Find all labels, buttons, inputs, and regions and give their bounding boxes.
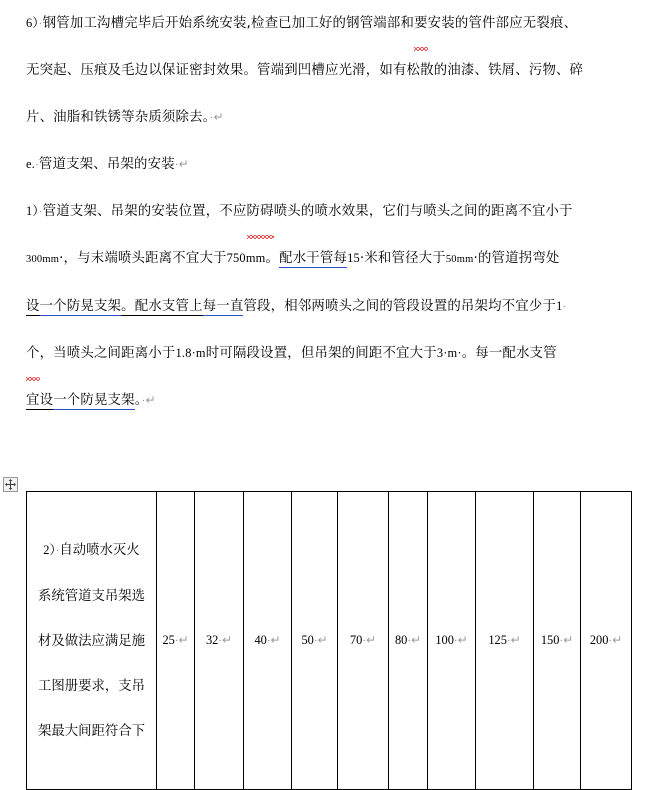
- space-mark: ·: [35, 159, 39, 171]
- unit-m: ·m: [191, 346, 206, 360]
- line-break-mark: ↵: [222, 633, 233, 647]
- space-mark: ·: [506, 635, 511, 647]
- line-break-mark: ↵: [510, 633, 521, 647]
- paragraph-punct: 。: [265, 251, 280, 266]
- table-cell-value-80[interactable]: [389, 492, 428, 790]
- table-cell-value-100[interactable]: [428, 492, 476, 790]
- space-mark: ·: [38, 206, 43, 218]
- space-mark: ·: [453, 635, 458, 647]
- space-mark: ·: [559, 635, 564, 647]
- paragraph-text: 管道支架、吊架的安装位置，不应: [42, 204, 247, 219]
- hyperlink-text[interactable]: 配水干管每: [279, 251, 348, 266]
- paragraph-1-line-2: [0, 235, 645, 283]
- line-break-mark: ↵: [178, 157, 189, 171]
- space-mark-2: ·: [174, 159, 179, 171]
- value-text: 32: [205, 633, 219, 647]
- table-cell-value-25[interactable]: [157, 492, 195, 790]
- line-break-mark: ↵: [366, 633, 377, 647]
- space-mark: ·: [313, 635, 318, 647]
- paragraph-text: 。配水支管上: [121, 299, 203, 314]
- paragraph-text: ，当喷头之间距离小于: [39, 346, 176, 361]
- line-break-mark: ↵: [411, 633, 422, 647]
- paragraph-punct: 。: [134, 393, 142, 408]
- paragraph-text-cont: 时可隔段设置，但吊架的间距不宜大于: [205, 346, 437, 361]
- value-3: 3: [436, 346, 444, 360]
- paragraph-text: 片、油脂和铁锈等杂质须除去。: [26, 110, 210, 125]
- line-break-mark: ↵: [317, 633, 328, 647]
- table-cell-value-150[interactable]: [534, 492, 581, 790]
- spec-table-wrapper: [26, 491, 623, 790]
- paragraph-1-line-5: [0, 377, 645, 424]
- underlined-text: 设: [26, 299, 40, 314]
- value-text: 150: [540, 633, 560, 647]
- space-mark: ·: [266, 635, 271, 647]
- table-cell-value-125[interactable]: [476, 492, 534, 790]
- description-line-4: 架最大间距符合下: [37, 723, 146, 739]
- paragraph-1-line-1: [0, 188, 645, 235]
- heading-number: e.: [26, 157, 35, 171]
- paragraph-1-line-4: [0, 330, 645, 377]
- paragraph-6-line-3: [0, 94, 645, 141]
- line-break-mark: ↵: [563, 633, 574, 647]
- table-move-handle[interactable]: [3, 477, 18, 492]
- paragraph-text: 钢管加工沟槽完毕后开始系统安装,检查已加工好的钢管端部和: [42, 16, 415, 31]
- hyperlink-text-2[interactable]: 每一直: [202, 299, 244, 314]
- line-break-mark: ↵: [145, 393, 156, 407]
- paragraph-6-line-1: [0, 0, 645, 47]
- value-text: 80: [394, 633, 408, 647]
- space-mark: ·: [562, 301, 567, 313]
- value-text: 40: [254, 633, 267, 647]
- line-break-mark: ↵: [457, 633, 468, 647]
- heading-text: 管道支架、吊架的安装: [38, 157, 175, 172]
- description-line-0: [27, 528, 156, 574]
- table-cell-value-200[interactable]: [581, 492, 632, 790]
- value-1: 1: [556, 299, 563, 313]
- hyperlink-text[interactable]: 一个防晃支架: [39, 299, 122, 314]
- value-text: 50: [301, 633, 314, 647]
- value-15: 15: [347, 251, 360, 265]
- table-cell-value-50[interactable]: [292, 492, 338, 790]
- heading-e: [0, 141, 645, 188]
- value-text: 100: [435, 633, 454, 647]
- table-cell-value-70[interactable]: [338, 492, 389, 790]
- space-mark: ·: [362, 635, 366, 647]
- value-text: 200: [589, 633, 609, 647]
- misspelled-word[interactable]: 防碍: [247, 189, 274, 235]
- paragraph-text-end: ·的管道拐弯处: [473, 251, 560, 266]
- misspelled-word[interactable]: 个: [26, 331, 40, 377]
- value-1point8: 1.8: [175, 346, 192, 360]
- description-line-1: 系统管道支吊架选: [37, 588, 146, 604]
- value-text: 25: [162, 633, 175, 647]
- misspelled-word[interactable]: 要: [414, 1, 428, 47]
- line-break-mark: ↵: [270, 633, 281, 647]
- paragraph-6-line-2: [0, 47, 645, 94]
- space-mark: ·: [38, 18, 43, 30]
- list-number: 1）: [26, 204, 39, 218]
- pipe-support-spacing-table: [26, 491, 632, 790]
- table-cell-value-40[interactable]: [244, 492, 292, 790]
- space-mark: ·: [407, 635, 411, 647]
- space-mark: ·: [141, 395, 146, 407]
- paragraph-text-cont: 管段，相邻两喷头之间的管段设置的吊架均不宜少于: [243, 299, 557, 314]
- paragraph-1-line-3: [0, 283, 645, 330]
- description-text-0: 自动喷水灭火: [59, 542, 140, 558]
- measure-750mm: 750mm: [226, 251, 266, 265]
- value-text: 125: [488, 633, 507, 647]
- paragraph-text-cont: 安装的管件部应无裂痕、: [427, 16, 578, 31]
- value-text: 70: [349, 633, 363, 647]
- paragraph-text-cont: ·米和管径大于: [359, 251, 446, 266]
- line-break-mark: ↵: [213, 110, 224, 124]
- paragraph-text-end: 。每一配水支管: [461, 346, 557, 361]
- line-break-mark: ↵: [178, 633, 189, 647]
- description-line-3: 工图册要求，支吊: [37, 678, 146, 694]
- paragraph-text-cont: 喷头的喷水效果，它们与喷头之间的距离不宜小于: [273, 204, 573, 219]
- paragraph-text: ·，与末端喷头距离不宜大于: [59, 251, 227, 266]
- space-mark: ·: [55, 544, 60, 557]
- line-break-mark: ↵: [612, 633, 623, 647]
- space-mark: ·: [174, 635, 179, 647]
- unit-m-2: ·m·: [443, 346, 462, 360]
- underlined-text: 宜设: [26, 393, 54, 408]
- description-line-2: 材及做法应满足施: [37, 633, 146, 649]
- list-number: 6）: [26, 16, 39, 30]
- measure-50mm: 50mm: [445, 254, 474, 265]
- table-cell-description[interactable]: [27, 492, 157, 790]
- table-row: [27, 492, 632, 790]
- space-mark: ·: [218, 635, 222, 647]
- list-number: 2）: [43, 542, 56, 557]
- measure-300mm: 300mm: [26, 254, 60, 265]
- space-mark: ·: [608, 635, 613, 647]
- hyperlink-text[interactable]: 一个防晃支架: [53, 393, 135, 408]
- space-mark: ·: [209, 112, 214, 124]
- paragraph-text: 无突起、压痕及毛边以保证密封效果。管端到凹槽应光滑，如有松散的油漆、铁屑、污物、碎: [26, 63, 584, 78]
- table-cell-value-32[interactable]: [195, 492, 244, 790]
- move-handle-icon: [4, 478, 17, 491]
